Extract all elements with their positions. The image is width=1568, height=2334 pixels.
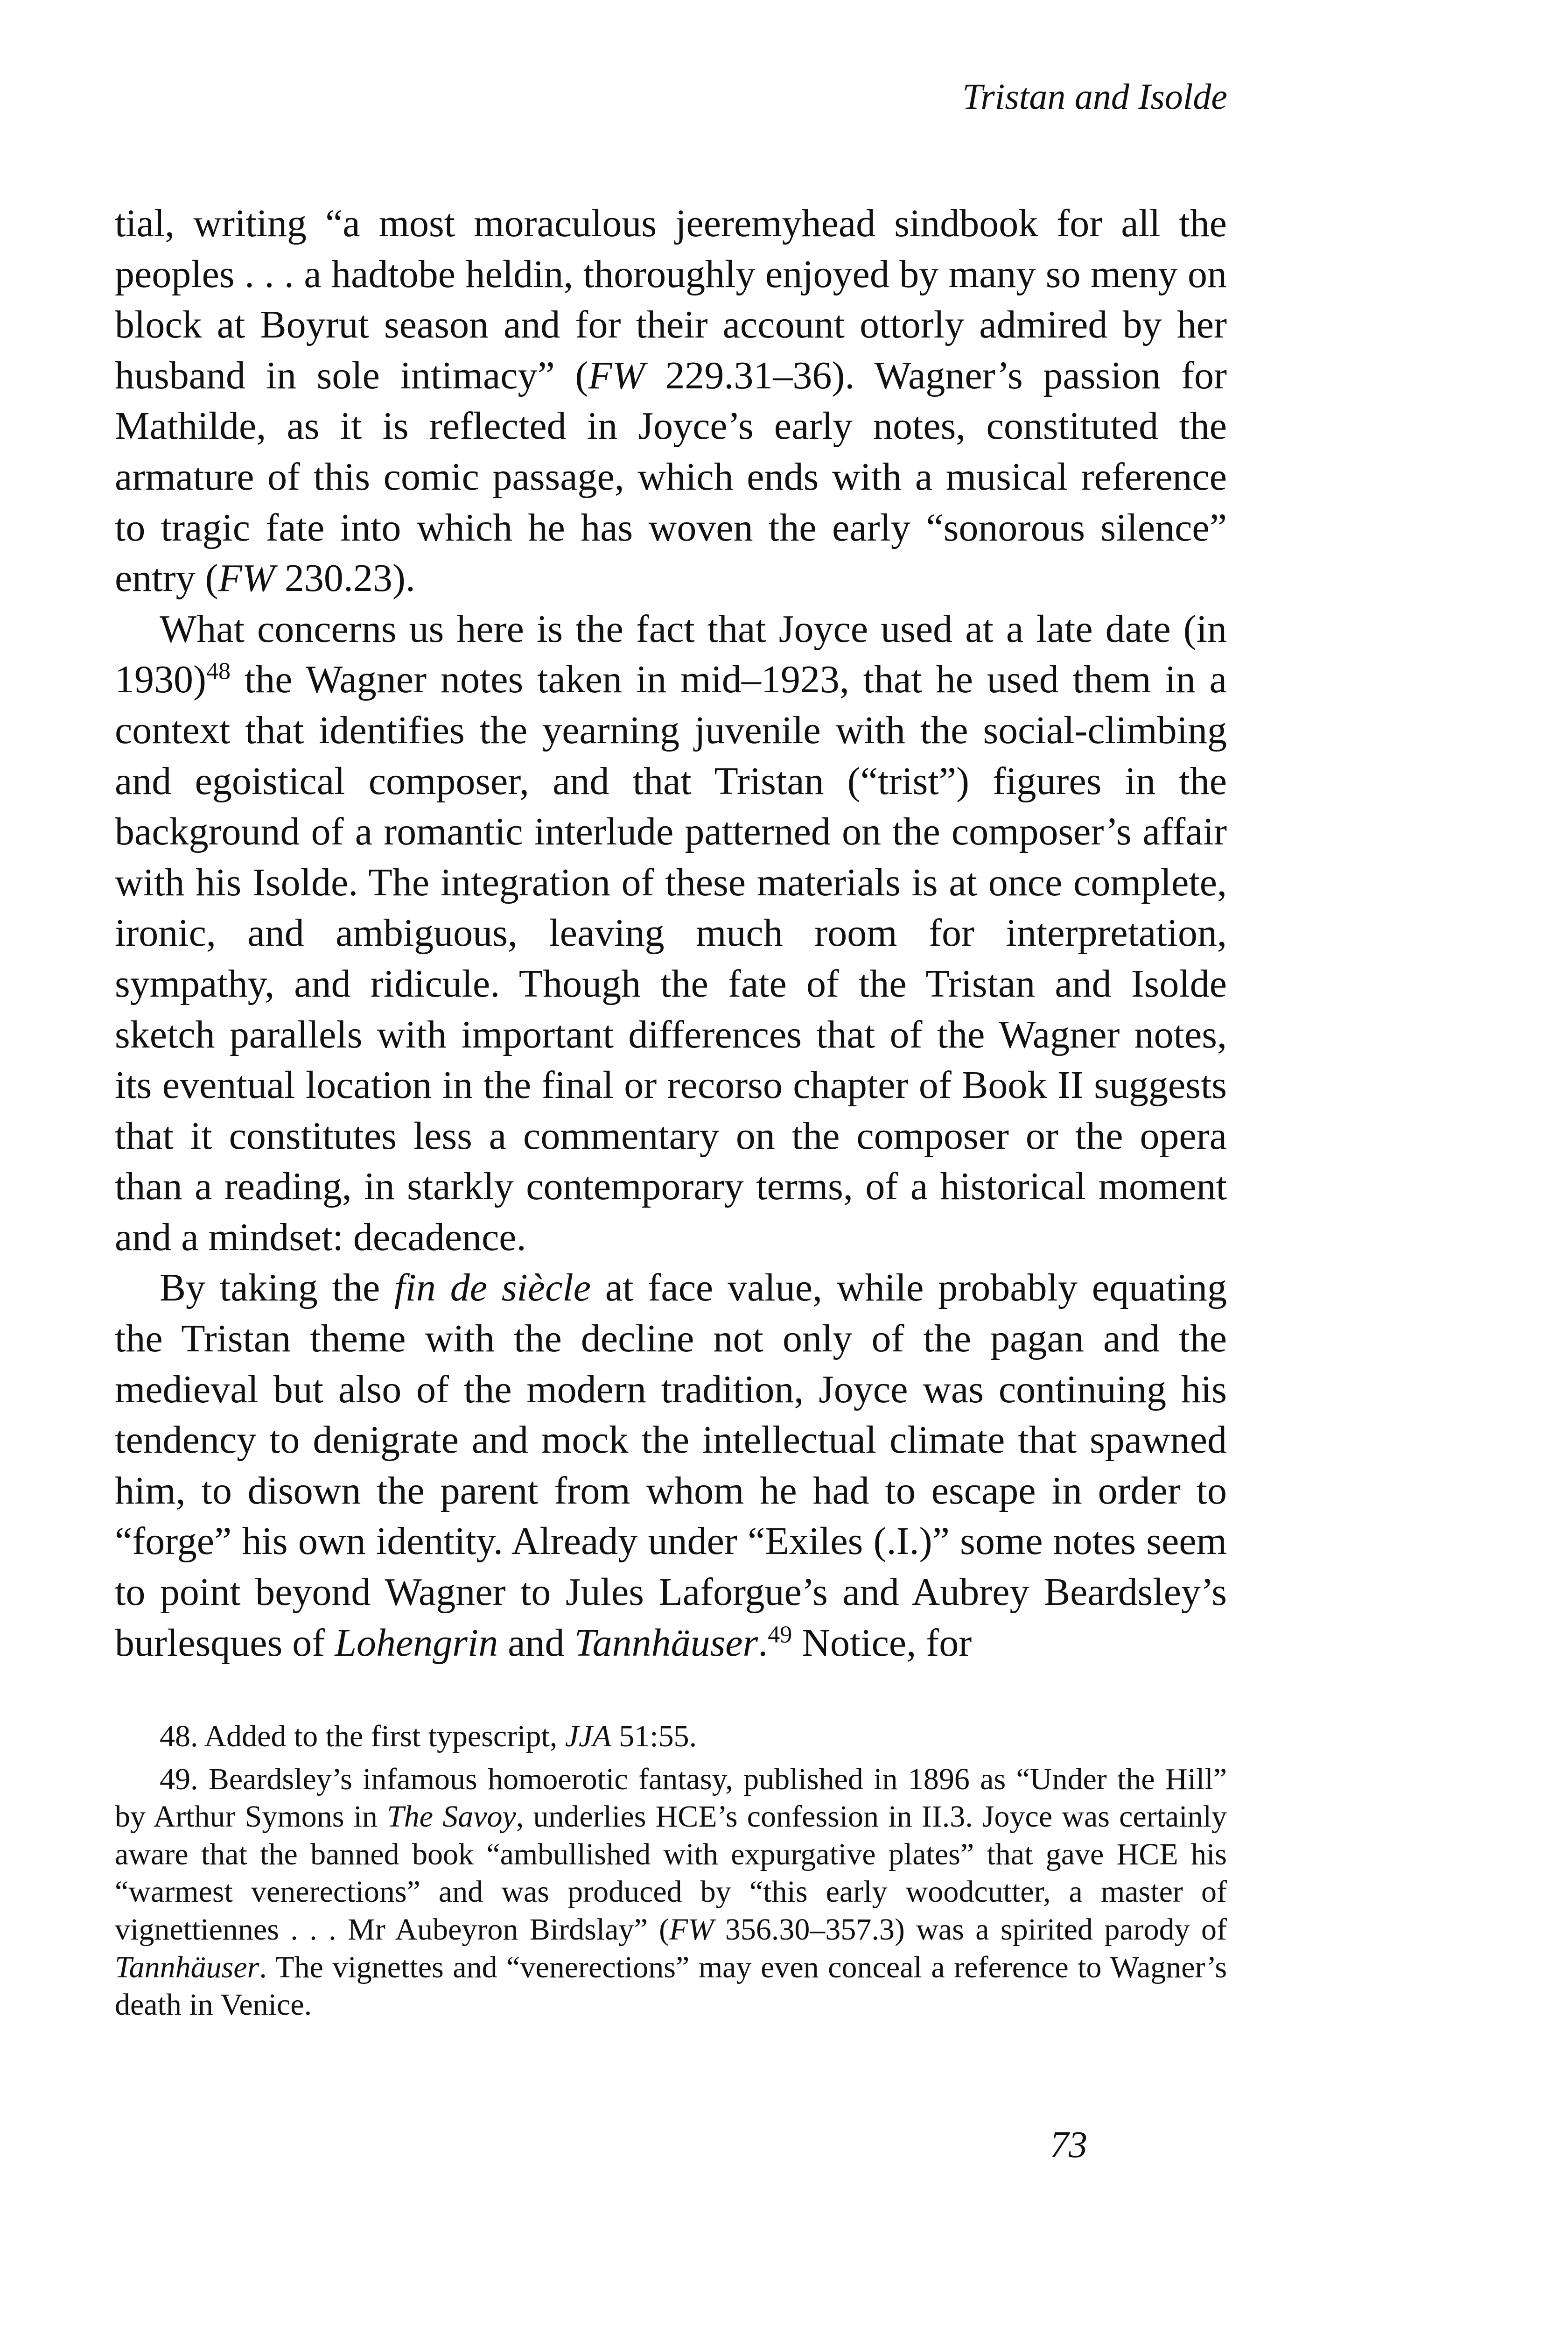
text-run: What concerns us here is the fact that Joyce used at a late date (in 1930) <box>115 607 1227 702</box>
text-run: 356.30–357.3) was a spirited parody of <box>714 1912 1227 1947</box>
text-run: the Wagner notes taken in mid–1923, that he used them in a context that identifies the yearning juvenile with the social-climbing and egoistical composer, and that Tristan (“trist”) figures in the background of a romantic interlude patterned on the composer’s affair with his Isolde. The integration of these materials is at once complete, ironic, and ambiguous, leaving much room for interpretation, sympathy, and ridicule. Though the fate of the Tristan and Isolde sketch parallels with important differences that of the Wagner notes, its eventual location in the final or recorso chapter of Book II suggests that it constitutes less a commentary on the composer or the opera than a reading, in starkly contemporary terms, of a historical moment and a mindset: decadence. <box>115 658 1227 1259</box>
footnote-number: 49. <box>160 1762 198 1796</box>
paragraph-3 <box>115 1263 1227 1668</box>
footnote-ref-49: 49 <box>768 1621 792 1648</box>
footnote-49 <box>115 1761 1227 2024</box>
footnote-48 <box>115 1718 1227 1756</box>
text-run: tial, writing “a most moraculous jeeremyhead sindbook for all the peoples . . . a hadtobe heldin, thoroughly enjoyed by many so meny on block at Boyrut season and for their account ottorly admired by her husband in sole intimacy” ( <box>115 202 1227 397</box>
text-run: . <box>758 1621 768 1665</box>
italic-fw: FW <box>669 1912 714 1947</box>
paragraph-2 <box>115 604 1227 1263</box>
text-run: . The vignettes and “venerections” may even conceal a reference to Wagner’s death in Venice. <box>115 1950 1227 2022</box>
paragraph-1 <box>115 198 1227 604</box>
italic-tannhauser: Tannhäuser <box>115 1950 259 1984</box>
body-text <box>115 198 1227 1668</box>
text-run: , underlies HCE’s confession in II.3. Joyce was certainly aware that the banned book “ambullished with expurgative plates” that gave HCE his “warmest venerections” and was produced by “this early woodcutter, a master of vignettiennes . . . Mr Aubeyron Birdslay” ( <box>115 1800 1227 1947</box>
page-number: 73 <box>1050 2124 1087 2165</box>
italic-fw: FW <box>588 353 645 397</box>
text-run: at face value, while probably equating the Tristan theme with the decline not only of the pagan and the medieval but also of the modern tradition, Joyce was continuing his tendency to denigrate and mock the intellectual climate that spawned him, to disown the parent from whom he had to escape in order to “forge” his own identity. Already under “Exiles (.I.)” some notes seem to point beyond Wagner to Jules Laforgue’s and Aubrey Beardsley’s burlesques of <box>115 1266 1227 1665</box>
text-run: 230.23). <box>274 556 415 600</box>
text-run: Added to the first typescript, <box>198 1719 565 1753</box>
italic-tannhauser: Tannhäuser <box>574 1621 758 1665</box>
italic-fw: FW <box>218 556 275 600</box>
text-run: By taking the <box>160 1266 395 1310</box>
text-run: and <box>498 1621 574 1665</box>
italic-fin-de-siecle: fin de siècle <box>394 1266 591 1310</box>
footnote-ref-48: 48 <box>206 658 231 685</box>
running-head: Tristan and Isolde <box>962 76 1227 117</box>
text-run: 229.31–36). Wagner’s passion for Mathilde, as it is reflected in Joyce’s early notes, constituted the armature of this comic passage, which ends with a musical reference to tragic fate into which he has woven the early “sonorous silence” entry ( <box>115 353 1227 600</box>
text-run: Notice, for <box>792 1621 972 1665</box>
text-run: 51:55. <box>611 1719 697 1753</box>
italic-lohengrin: Lohengrin <box>335 1621 498 1665</box>
italic-jja: JJA <box>565 1719 611 1753</box>
italic-the-savoy: The Savoy <box>387 1800 516 1834</box>
text-run: Beardsley’s infamous homoerotic fantasy, published in 1896 as “Under the Hill” by Arthur Symons in <box>115 1762 1227 1834</box>
footnotes <box>115 1718 1227 2029</box>
footnote-number: 48. <box>160 1719 198 1753</box>
